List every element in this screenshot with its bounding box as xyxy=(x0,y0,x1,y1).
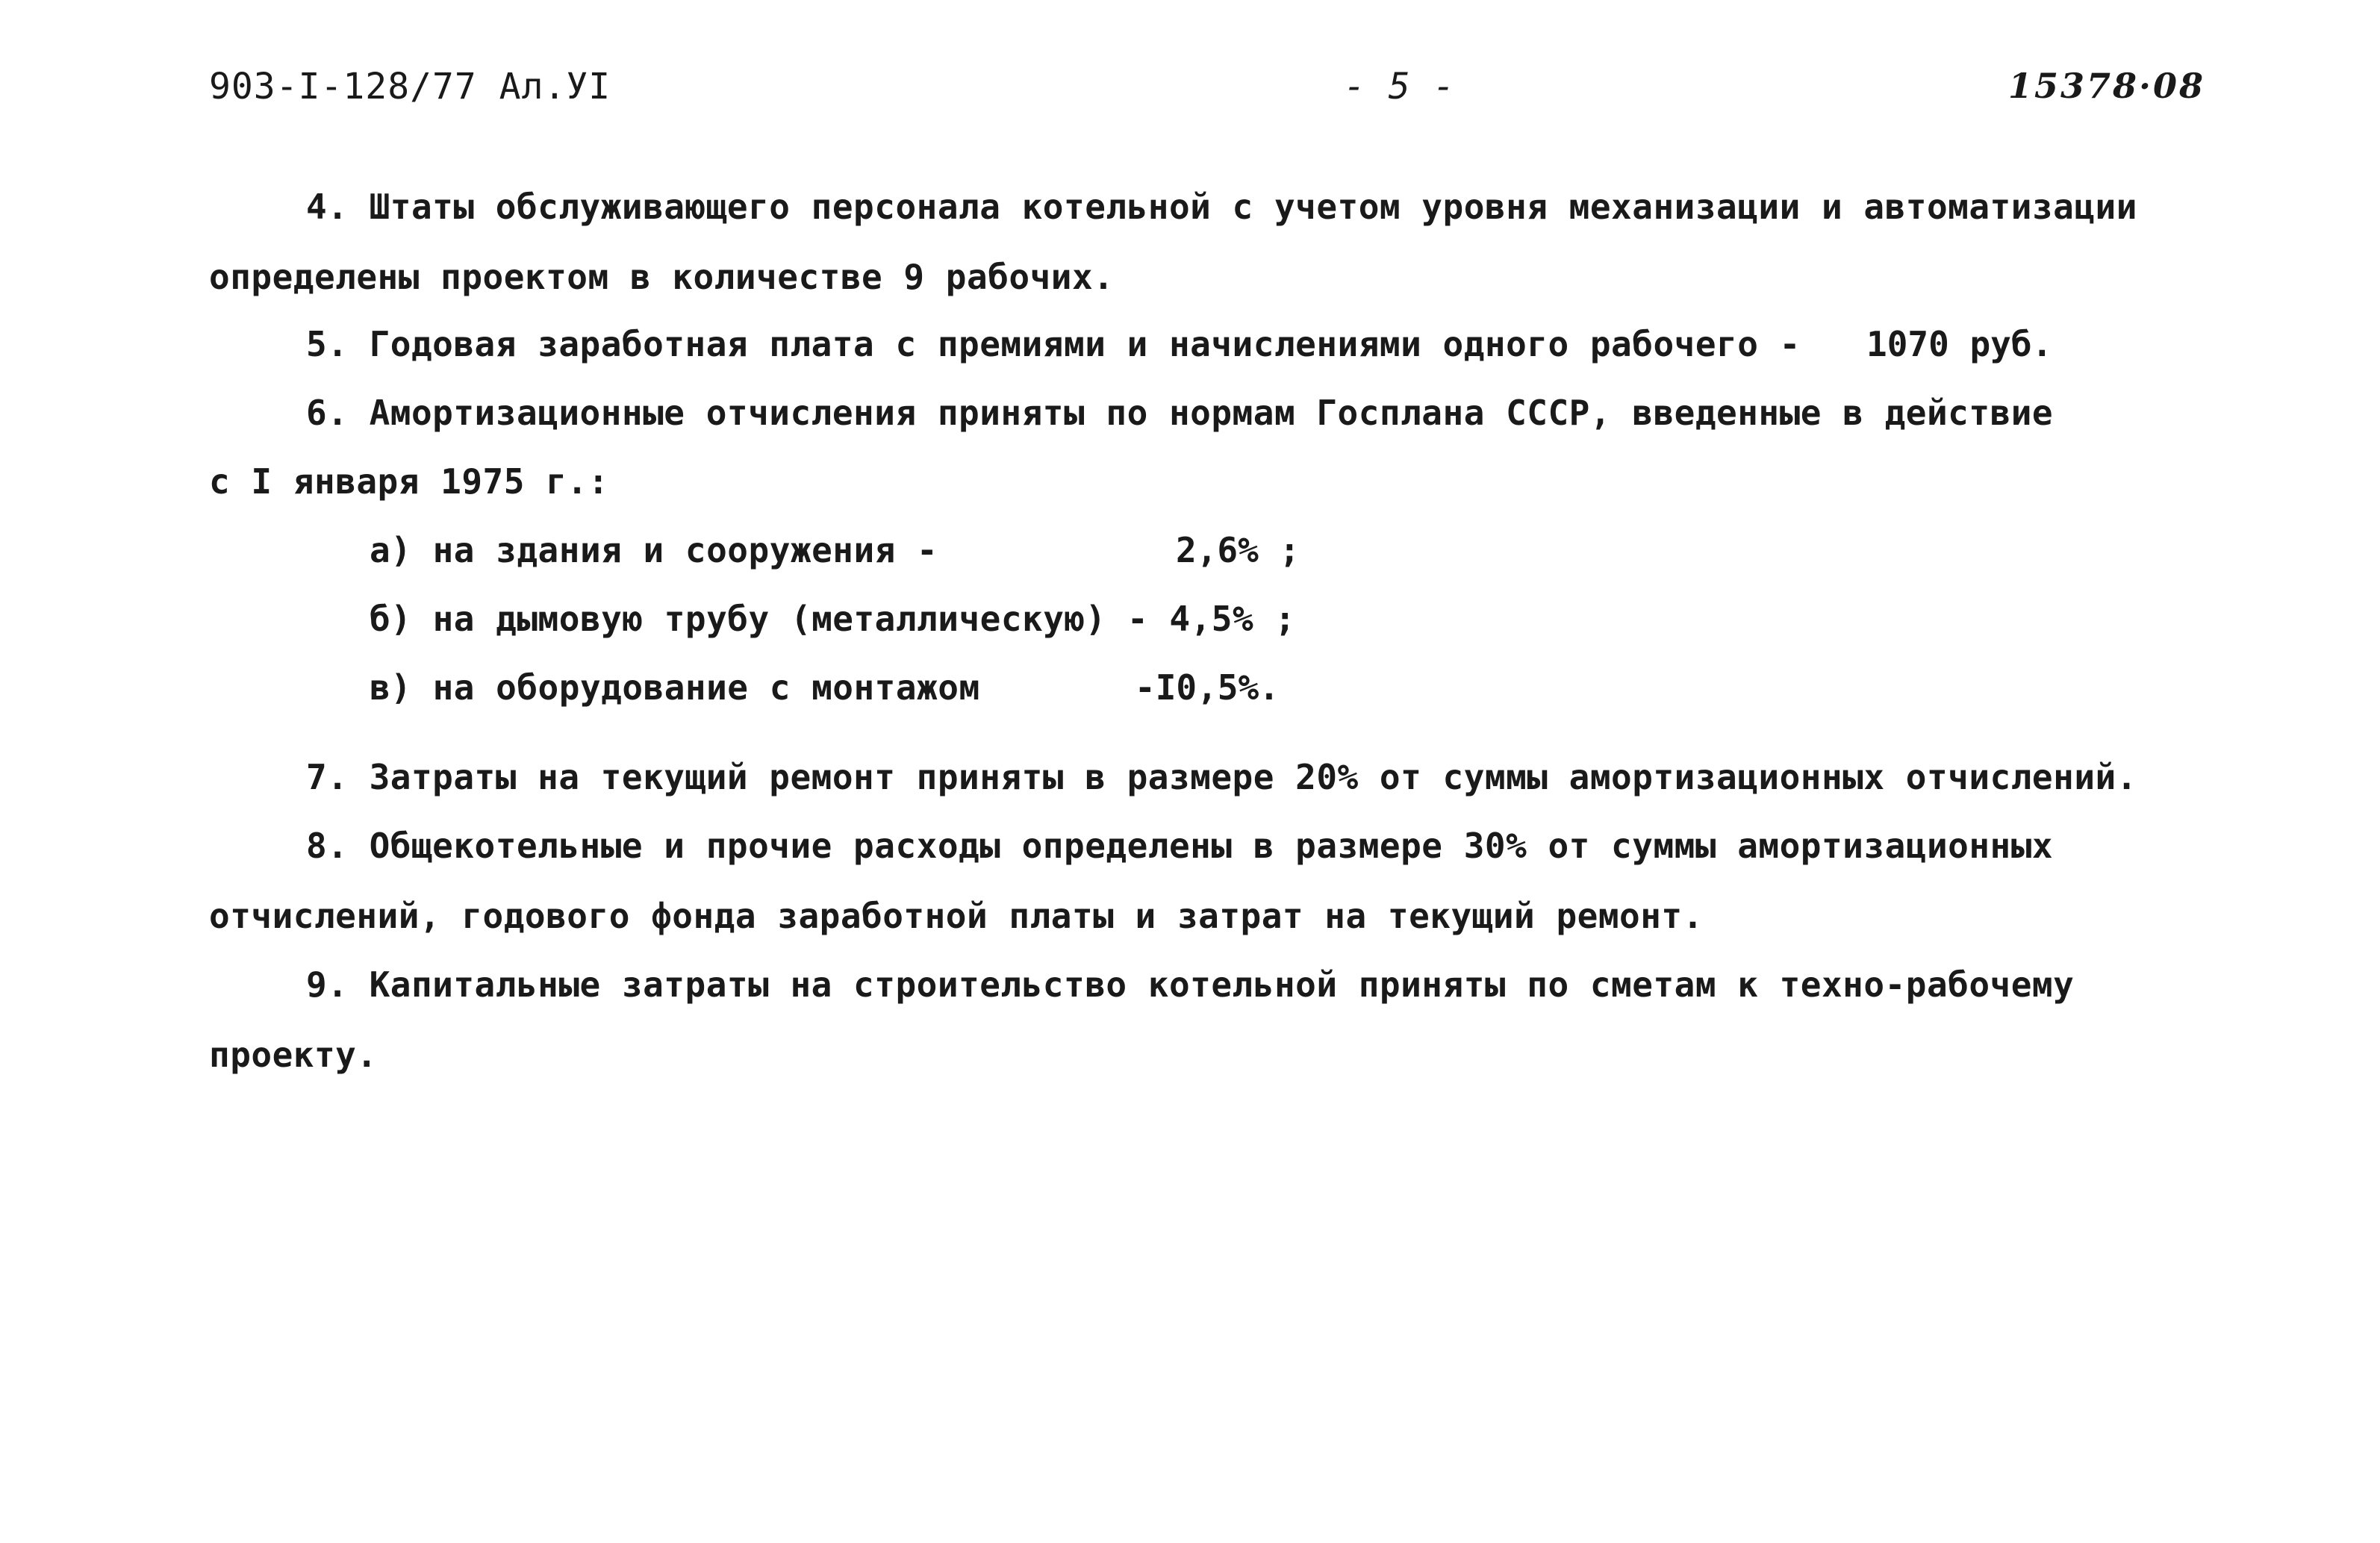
paragraph-8-line-1: 8. Общекотельные и прочие расходы определены в размере 30% от суммы амортизационных xyxy=(306,826,2054,866)
paragraph-6-line-2: с I января 1975 г.: xyxy=(209,461,609,502)
paragraph-6-item-a-value: 2,6% ; xyxy=(1176,530,1300,570)
paragraph-7-line-1: 7. Затраты на текущий ремонт приняты в размере 20% от суммы амортизационных отчислений. xyxy=(306,757,2137,797)
paragraph-6-line-1: 6. Амортизационные отчисления приняты по нормам Госплана СССР, введенные в действие xyxy=(306,393,2054,433)
paragraph-6-item-c: в) на оборудование с монтажом xyxy=(370,667,980,708)
paragraph-4-line-2: определены проектом в количестве 9 рабочих. xyxy=(209,257,1115,297)
paragraph-6-item-b: б) на дымовую трубу (металлическую) - 4,5% ; xyxy=(370,599,1296,639)
paragraph-5-value: 1070 руб. xyxy=(1866,324,2053,364)
paragraph-8-line-2: отчислений, годового фонда заработной платы и затрат на текущий ремонт. xyxy=(209,896,1704,936)
paragraph-5-line-1: 5. Годовая заработная плата с премиями и начислениями одного рабочего - xyxy=(306,324,1801,364)
document-code: 903-I-128/77 Ал.УI xyxy=(209,66,611,107)
page-number: - 5 - xyxy=(1344,66,1456,107)
paragraph-6-item-c-value: -I0,5%. xyxy=(1135,667,1280,708)
paragraph-9-line-1: 9. Капитальные затраты на строительство котельной приняты по сметам к техно-рабочему xyxy=(306,964,2075,1005)
paragraph-9-line-2: проекту. xyxy=(209,1035,378,1075)
archive-number: 15378·08 xyxy=(2008,66,2206,106)
paragraph-4-line-1: 4. Штаты обслуживающего персонала котельной с учетом уровня механизации и автоматизации xyxy=(306,187,2137,227)
paragraph-6-item-a: а) на здания и сооружения - xyxy=(370,530,938,570)
